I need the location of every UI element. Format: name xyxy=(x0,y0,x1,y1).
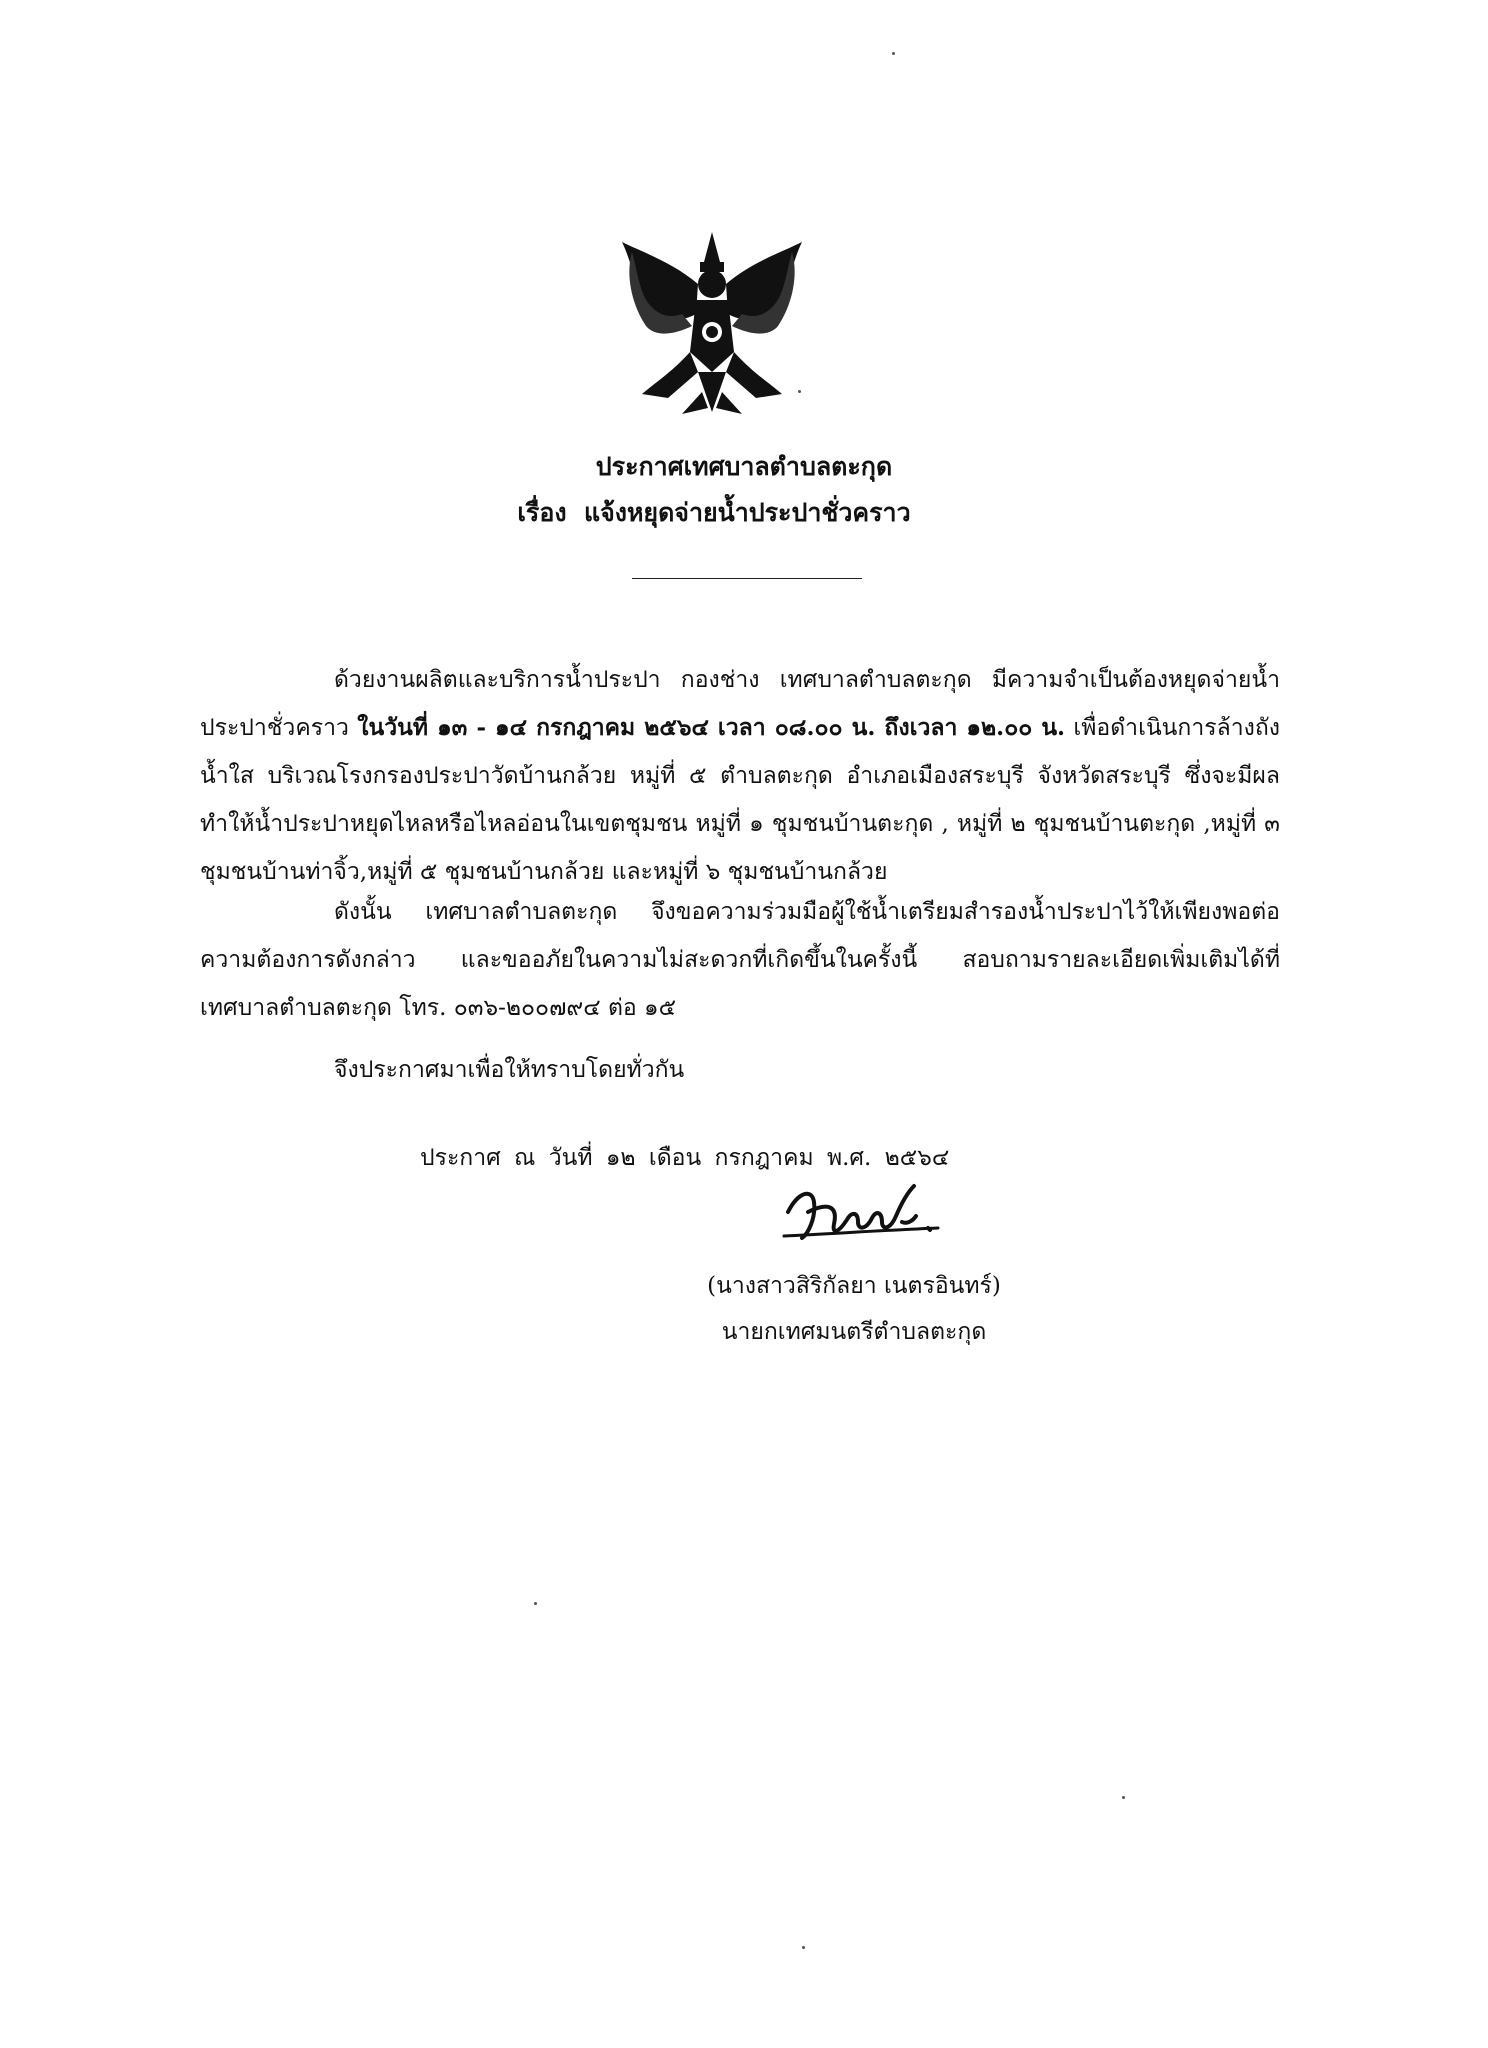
body-paragraph-1 xyxy=(200,656,1280,896)
subject-text: แจ้งหยุดจ่ายน้ำประปาชั่วคราว xyxy=(583,498,911,527)
p1-details: เพื่อดำเนินการล้างถังน้ำใส บริเวณโรงกรองประปาวัดบ้านกล้วย หมู่ที่ ๕ ตำบลตะกุด อำเภอเมืองสระบุรี จังหวัดสระบุรี ซึ่งจะมีผลทำให้น้ำประปาหยุดไหลหรือไหลอ่อนในเขตชุมชน หมู่ที่ ๑ ชุมชนบ้านตะกุด , หมู่ที่ ๒ ชุมชนบ้านตะกุด ,หมู่ที่ ๓ ชุมชนบ้านท่าจิ้ว,หมู่ที่ ๕ ชุมชนบ้านกล้วย และหมู่ที่ ๖ ชุมชนบ้านกล้วย xyxy=(200,715,1280,885)
p1-intro: ด้วยงานผลิตและบริการน้ำประปา กองช่าง เทศบาลตำบลตะกุด มีความจำเป็นต้องหยุดจ่ายน้ำประปาชั่วคราว xyxy=(200,667,1280,741)
scan-speck xyxy=(892,52,895,55)
handwritten-signature xyxy=(778,1172,958,1252)
announcement-subject xyxy=(0,492,1458,534)
signer-position: นายกเทศมนตรีตำบลตะกุด xyxy=(721,1319,987,1345)
body-paragraph-2 xyxy=(200,888,1280,1032)
announcement-date: ประกาศ ณ วันที่ ๑๒ เดือน กรกฎาคม พ.ศ. ๒๕๖๔ xyxy=(420,1145,950,1171)
title-divider xyxy=(632,578,862,579)
scan-speck xyxy=(802,1946,805,1949)
scan-speck xyxy=(534,1602,537,1605)
announcement-title: ประกาศเทศบาลตำบลตะกุด xyxy=(595,452,893,481)
signer-name: (นางสาวสิริกัลยา เนตรอินทร์) xyxy=(707,1273,1001,1299)
p3-text: จึงประกาศมาเพื่อให้ทราบโดยทั่วกัน xyxy=(334,1057,685,1083)
scan-speck xyxy=(1122,1796,1125,1799)
subject-label: เรื่อง xyxy=(517,498,567,527)
garuda-emblem-icon xyxy=(612,222,812,422)
p2-text: ดังนั้น เทศบาลตำบลตะกุด จึงขอความร่วมมือผู้ใช้น้ำเตรียมสำรองน้ำประปาไว้ให้เพียงพอต่อความต้องการดังกล่าว และขออภัยในความไม่สะดวกที่เกิดขึ้นในครั้งนี้ สอบถามรายละเอียดเพิ่มเติมได้ที่ เทศบาลตำบลตะกุด โทร. ๐๓๖-๒๐๐๗๙๔ ต่อ ๑๕ xyxy=(200,899,1280,1021)
scan-speck xyxy=(798,390,801,393)
p1-schedule: ในวันที่ ๑๓ - ๑๔ กรกฎาคม ๒๕๖๔ เวลา ๐๘.๐๐ น. ถึงเวลา ๑๒.๐๐ น. xyxy=(357,714,1066,741)
body-paragraph-3 xyxy=(200,1046,1280,1094)
